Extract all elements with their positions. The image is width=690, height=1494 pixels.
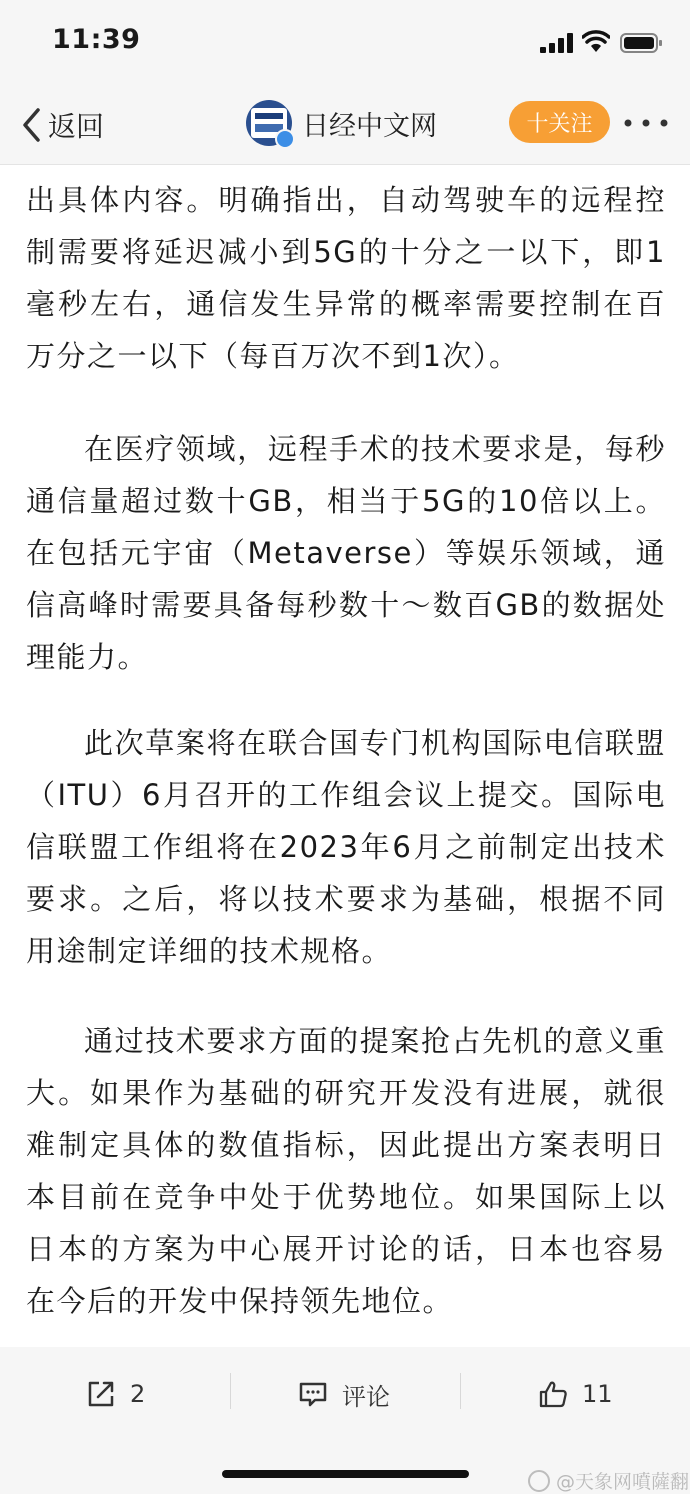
account-header[interactable] — [246, 100, 437, 146]
status-time: 11:39 — [52, 24, 141, 55]
article-paragraph: 此次草案将在联合国专门机构国际电信联盟（ITU）6月召开的工作组会议上提交。国际电信联盟工作组将在2023年6月之前制定出技术要求。之后，将以技术要求为基础，根据不同用途制定详细的技术规格。 — [26, 726, 666, 968]
article-body — [0, 165, 690, 1347]
home-indicator[interactable] — [222, 1470, 469, 1478]
article-paragraph: 出具体内容。明确指出，自动驾驶车的远程控制需要将延迟减小到5G的十分之一以下，即1毫秒左右，通信发生异常的概率需要控制在百万分之一以下（每百万次不到1次）。 — [26, 183, 666, 373]
watermark — [528, 1467, 689, 1494]
wifi-icon — [582, 30, 610, 54]
more-options-icon[interactable] — [622, 110, 670, 136]
share-count: 2 — [130, 1380, 146, 1408]
divider — [460, 1373, 461, 1409]
article-paragraph: 在医疗领域，远程手术的技术要求是，每秒通信量超过数十GB，相当于5G的10倍以上。在包括元宇宙（Metaverse）等娱乐领域，通信高峰时需要具备每秒数十～数百GB的数据处理能力。 — [26, 432, 666, 674]
like-count: 11 — [582, 1380, 613, 1408]
back-button[interactable] — [20, 105, 104, 145]
like-button[interactable] — [538, 1375, 613, 1413]
comment-icon — [298, 1379, 328, 1409]
thumbs-up-icon — [538, 1379, 568, 1409]
bottom-action-bar — [0, 1347, 690, 1494]
account-name[interactable]: 日经中文网 — [302, 110, 437, 142]
verified-badge-icon — [275, 129, 295, 149]
cellular-signal-icon — [540, 33, 574, 53]
article-paragraph: 通过技术要求方面的提案抢占先机的意义重大。如果作为基础的研究开发没有进展，就很难制定具体的数值指标，因此提出方案表明日本目前在竞争中处于优势地位。如果国际上以日本的方案为中心展开讨论的话，日本也容易在今后的开发中保持领先地位。 — [26, 1024, 666, 1318]
watermark-text: @天象网噴薩翻 — [556, 1471, 690, 1493]
share-icon — [86, 1379, 116, 1409]
back-label: 返回 — [48, 110, 105, 143]
comment-button[interactable] — [298, 1375, 390, 1413]
follow-button[interactable]: 十关注 — [509, 101, 610, 143]
chevron-left-icon — [20, 107, 42, 143]
status-bar — [0, 0, 690, 88]
comment-label: 评论 — [342, 1382, 390, 1411]
weibo-logo-icon — [528, 1470, 550, 1492]
account-avatar[interactable] — [246, 100, 292, 146]
share-button[interactable] — [86, 1375, 145, 1413]
navigation-bar — [0, 88, 690, 165]
battery-icon — [620, 33, 662, 53]
divider — [230, 1373, 231, 1409]
